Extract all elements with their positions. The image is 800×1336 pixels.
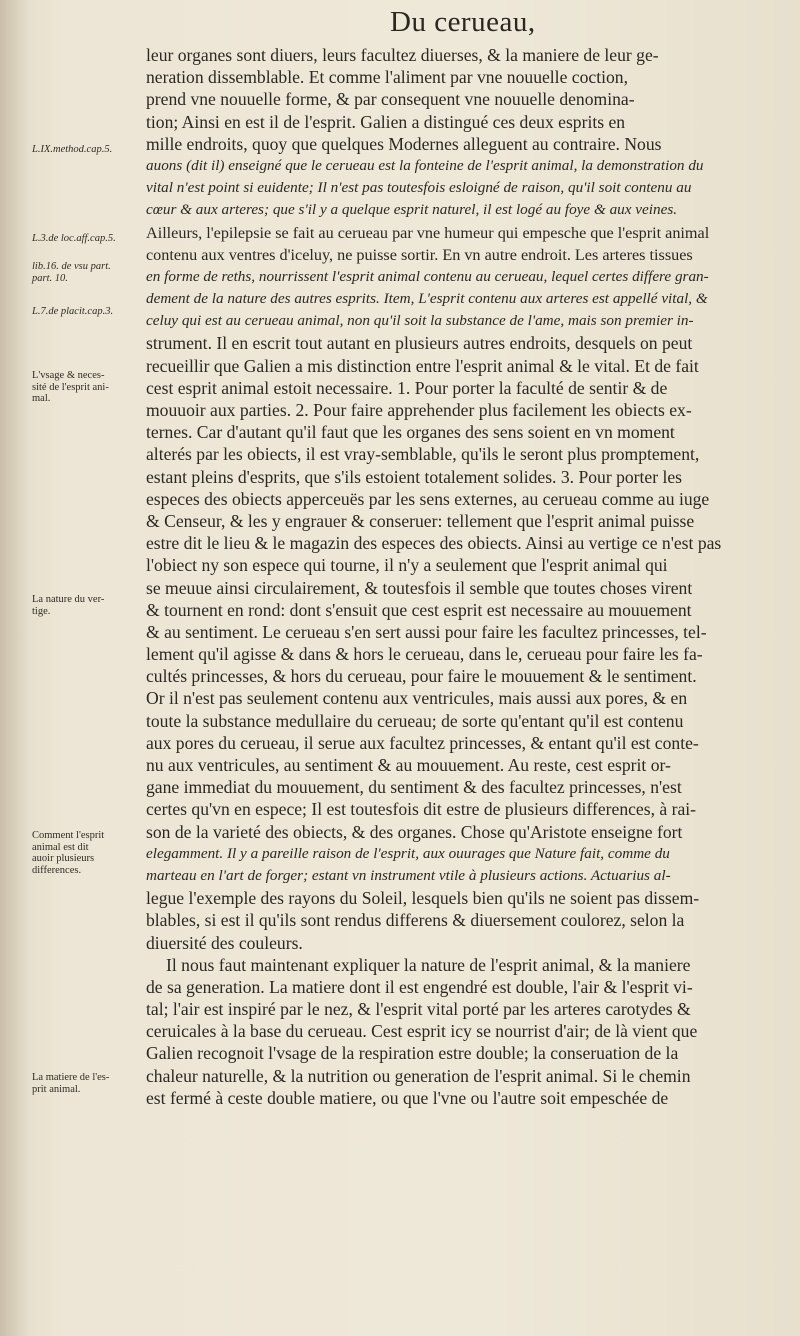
- text-line: contenu aux ventres d'iceluy, ne puisse sortir. En vn autre endroit. Les arteres tissues: [146, 245, 693, 264]
- margin-note: [32, 594, 144, 617]
- text-line: blables, si est il qu'ils sont rendus differens & diuersement coulorez, selon la: [146, 910, 685, 931]
- margin-note: [32, 233, 144, 245]
- text-line: vital n'est point si euidente; Il n'est pas toutesfois esloigné de raison, qu'il soit contenu au: [146, 179, 692, 197]
- text-line: & Censeur, & les y engrauer & conseruer: tellement que l'esprit animal puisse: [146, 510, 695, 531]
- text-line: strument. Il en escrit tout autant en plusieurs autres endroits, desquels on peut: [146, 333, 693, 354]
- margin-note-line: differences.: [32, 864, 82, 876]
- text-line: estant pleins d'esprits, que s'ils estoient totalement solides. 3. Pour porter les: [146, 466, 683, 487]
- text-line: leur organes sont diuers, leurs facultez diuerses, & la maniere de leur ge-: [146, 45, 659, 65]
- text-line: de sa generation. La matiere dont il est engendré est double, l'air & l'esprit vi-: [146, 976, 693, 997]
- margin-note-line: L.IX.method.cap.5.: [32, 144, 113, 155]
- margin-note-line: tige.: [32, 605, 51, 617]
- text-line: neration dissemblable. Et comme l'aliment par vne nouuelle coction,: [146, 67, 628, 88]
- text-line: aux pores du cerueau, il serue aux facultez princesses, & entant qu'il est conte-: [146, 732, 699, 753]
- margin-note-line: Comment l'esprit: [32, 830, 105, 841]
- text-line: lement qu'il agisse & dans & hors le cerueau, dans le, cerueau pour faire les fa-: [146, 644, 703, 665]
- text-line: auons (dit il) enseigné que le cerueau est la fonteine de l'esprit animal, la demonstration du: [146, 156, 704, 174]
- margin-note-line: La nature du ver-: [32, 594, 105, 605]
- text-line: dement de la nature des autres esprits. Item, L'esprit contenu aux arteres est appellé vital, &: [146, 290, 708, 308]
- text-line: ternes. Car d'autant qu'il faut que les organes des sens soient en vn moment: [146, 422, 675, 443]
- text-line: cest esprit animal estoit necessaire. 1. Pour porter la faculté de sentir & de: [146, 377, 668, 398]
- margin-note: [32, 370, 144, 405]
- text-line: chaleur naturelle, & la nutrition ou generation de l'esprit animal. Si le chemin: [146, 1065, 691, 1086]
- text-line: elegamment. Il y a pareille raison de l'esprit, aux ouurages que Nature fait, comme du: [146, 844, 670, 862]
- text-line: prend vne nouuelle forme, & par consequent vne nouuelle denomina-: [146, 89, 635, 110]
- margin-note: [32, 261, 144, 284]
- margin-note: [32, 1072, 144, 1095]
- text-line: mille endroits, quoy que quelques Modernes alleguent au contraire. Nous: [146, 133, 662, 154]
- text-line: especes des obiects apperceuës par les sens externes, au cerueau comme au iuge: [146, 488, 710, 509]
- text-line: l'obiect ny son espece qui tourne, il n'y a seulement que l'esprit animal qui: [146, 555, 668, 576]
- text-line: Or il n'est pas seulement contenu aux ventricules, mais aussi aux pores, & en: [146, 688, 688, 709]
- text-line: cœur & aux arteres; que s'il y a quelque esprit naturel, il est logé au foye & aux veines.: [146, 201, 678, 219]
- margin-note-line: mal.: [32, 393, 51, 404]
- margin-note-line: L.3.de loc.aff.cap.5.: [32, 233, 116, 244]
- margin-note-line: animal est dit: [32, 841, 89, 853]
- margin-note-line: sité de l'esprit ani-: [32, 381, 109, 393]
- gutter-shadow: [0, 0, 30, 1336]
- text-line: cultés princesses, & hors du cerueau, pour faire le mouuement & le sentiment.: [146, 666, 697, 687]
- margin-note-line: lib.16. de vsu part.: [32, 261, 111, 272]
- text-line: est fermé à ceste double matiere, ou que l'vne ou l'autre soit empeschée de: [146, 1087, 669, 1108]
- margin-note: [32, 144, 144, 156]
- text-line: tal; l'air est inspiré par le nez, & l'esprit vital porté par les arteres carotydes &: [146, 999, 691, 1020]
- text-line: nu aux ventricules, au sentiment & au mouuement. Au reste, cest esprit or-: [146, 755, 671, 775]
- text-line: certes qu'vn en espece; Il est toutesfois dit estre de plusieurs differences, à rai-: [146, 799, 697, 820]
- text-line: Il nous faut maintenant expliquer la nature de l'esprit animal, & la maniere: [166, 954, 691, 975]
- text-line: toute la substance medullaire du cerueau; de sorte qu'entant qu'il est contenu: [146, 710, 684, 731]
- text-line: alterés par les obiects, il est vray-semblable, qu'ils le seront plus promptement,: [146, 444, 700, 465]
- text-line: marteau en l'art de forger; estant vn instrument vtile à plusieurs actions. Actuarius al-: [146, 866, 671, 884]
- text-line: Ailleurs, l'epilepsie se fait au cerueau par vne humeur qui empesche que l'esprit animal: [146, 223, 710, 242]
- text-line: & tournent en rond: dont s'ensuit que cest esprit est necessaire au mouuement: [146, 599, 692, 620]
- text-line: son de la varieté des obiects, & des organes. Chose qu'Aristote enseigne fort: [146, 821, 683, 842]
- margin-note-line: part. 10.: [32, 272, 68, 284]
- text-line: ceruicales à la base du cerueau. Cest esprit icy se nourrist d'air; de là vient que: [146, 1021, 698, 1042]
- text-line: se meuue ainsi circulairement, & toutesfois il semble que toutes choses virent: [146, 577, 693, 598]
- running-header: Du cerueau,: [390, 6, 536, 38]
- main-text-block: [146, 44, 786, 1109]
- text-line: recueillir que Galien a mis distinction entre l'esprit animal & le vital. Et de fait: [146, 355, 699, 376]
- margin-note: [32, 306, 144, 318]
- text-line: mouuoir aux parties. 2. Pour faire apprehender plus facilement les obiects ex-: [146, 400, 692, 420]
- text-line: celuy qui est au cerueau animal, non qu'il soit la substance de l'ame, mais son premier in-: [146, 312, 694, 330]
- text-line: estre dit le lieu & le magazin des especes des obiects. Ainsi au vertige ce n'est pas: [146, 533, 722, 554]
- text-line: diuersité des couleurs.: [146, 932, 303, 953]
- text-line: & au sentiment. Le cerueau s'en sert aussi pour faire les facultez princesses, tel-: [146, 621, 707, 642]
- margin-note: [32, 830, 144, 876]
- margin-note-line: La matiere de l'es-: [32, 1072, 110, 1083]
- text-line: gane immediat du mouuement, du sentiment & des facultez princesses, n'est: [146, 777, 682, 798]
- margin-note-line: L'vsage & neces-: [32, 370, 105, 381]
- text-line: legue l'exemple des rayons du Soleil, lesquels bien qu'ils ne soient pas dissem-: [146, 888, 700, 909]
- margin-note-line: prit animal.: [32, 1083, 81, 1095]
- text-line: tion; Ainsi en est il de l'esprit. Galien a distingué ces deux esprits en: [146, 111, 626, 132]
- margin-note-line: L.7.de placit.cap.3.: [32, 306, 114, 317]
- margin-note-line: auoir plusieurs: [32, 853, 95, 864]
- text-line: Galien recognoit l'vsage de la respiration estre double; la conseruation de la: [146, 1043, 679, 1064]
- text-line: en forme de reths, nourrissent l'esprit animal contenu au cerueau, lequel certes differe gran-: [146, 267, 709, 285]
